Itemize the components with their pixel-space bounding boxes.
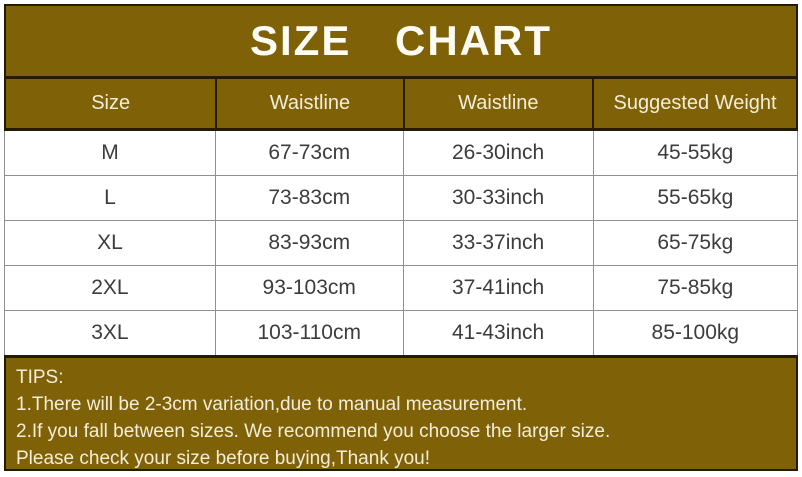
size-cell: L: [104, 186, 116, 209]
waistline-inch-cell: 30-33inch: [403, 176, 593, 220]
tips-line-2: 2.If you fall between sizes. We recommend you choose the larger size.: [16, 421, 611, 442]
suggested-weight-cell: 55-65kg: [593, 176, 797, 220]
suggested-weight-cell: 85-100kg: [593, 311, 797, 355]
table-body: [4, 131, 798, 355]
title-banner: [4, 4, 798, 78]
tips-heading: TIPS:: [16, 367, 64, 388]
page-title: SIZE CHART: [250, 17, 552, 64]
header-waistline-cm: Waistline: [215, 79, 402, 128]
waistline-cm-cell: 103-110cm: [215, 311, 403, 355]
table-row-l: [5, 176, 797, 221]
suggested-weight-cell: 45-55kg: [593, 131, 797, 175]
table-row-xl: [5, 221, 797, 266]
header-suggested-weight: Suggested Weight: [592, 79, 796, 128]
waistline-cm-cell: 93-103cm: [215, 266, 403, 310]
waistline-inch-cell: 33-37inch: [403, 221, 593, 265]
tips-line-3: Please check your size before buying,Thank you!: [16, 448, 431, 469]
tips-section: [4, 355, 798, 471]
waistline-cm-cell: 73-83cm: [215, 176, 403, 220]
header-size: Size: [91, 92, 131, 114]
header-waistline-inch: Waistline: [403, 79, 593, 128]
table-row-3xl: [5, 311, 797, 355]
suggested-weight-cell: 65-75kg: [593, 221, 797, 265]
size-cell: 2XL: [91, 276, 129, 299]
waistline-inch-cell: 26-30inch: [403, 131, 593, 175]
size-cell: XL: [97, 231, 123, 254]
waistline-cm-cell: 83-93cm: [215, 221, 403, 265]
size-cell: 3XL: [91, 321, 129, 344]
table-row-2xl: [5, 266, 797, 311]
suggested-weight-cell: 75-85kg: [593, 266, 797, 310]
table-row-m: [5, 131, 797, 176]
chart-frame: [4, 4, 798, 471]
waistline-cm-cell: 67-73cm: [215, 131, 403, 175]
tips-line-1: 1.There will be 2-3cm variation,due to manual measurement.: [16, 394, 528, 415]
size-cell: M: [101, 141, 119, 164]
table-header-row: [4, 78, 798, 131]
waistline-inch-cell: 37-41inch: [403, 266, 593, 310]
waistline-inch-cell: 41-43inch: [403, 311, 593, 355]
